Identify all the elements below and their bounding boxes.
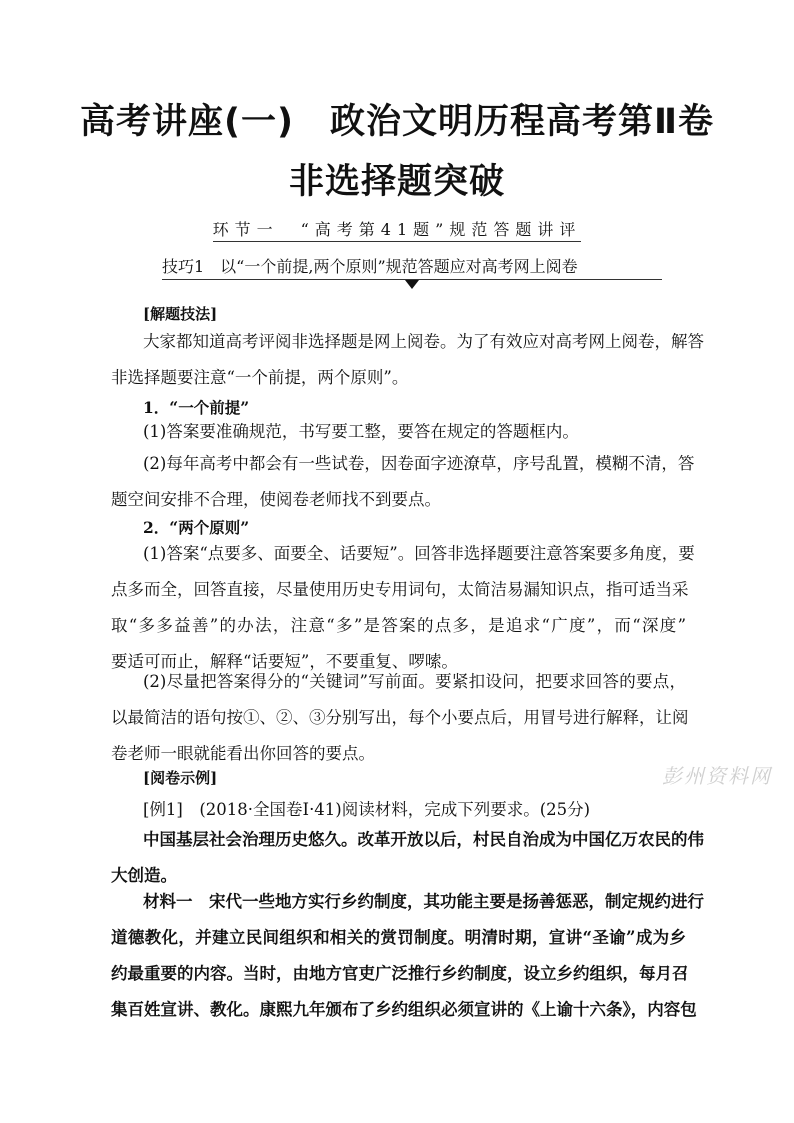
premise-line: (2)每年高考中都会有一些试卷，因卷面字迹潦草，序号乱置，模糊不清，答	[143, 454, 695, 473]
principle-item-1	[111, 536, 695, 680]
principle-line: 要适可而止，解释“话要短”，不要重复、啰嗦。	[111, 652, 458, 671]
section-heading	[0, 219, 794, 241]
premise-item-2	[111, 446, 695, 518]
material-one-line: 约最重要的内容。当时，由地方官吏广泛推行乡约制度，设立乡约组织，每月召	[111, 964, 689, 983]
premise-line: 题空间安排不合理，使阅卷老师找不到要点。	[111, 490, 441, 509]
intro-line: 大家都知道高考评阅非选择题是网上阅卷。为了有效应对高考网上阅卷，解答	[143, 332, 704, 351]
intro-line: 非选择题要注意“一个前提，两个原则”。	[111, 368, 409, 387]
principle-line: 点多而全，回答直接，尽量使用历史专用词句，太简洁易漏知识点，指可适当采	[111, 580, 689, 599]
page-title-line-2: 非选择题突破	[288, 162, 505, 202]
material-one-line: 道德教化，并建立民间组织和相关的赏罚制度。明清时期，宣讲“圣谕”成为乡	[111, 928, 686, 947]
principle-line: 卷老师一眼就能看出你回答的要点。	[111, 744, 375, 763]
material-intro-line: 中国基层社会治理历史悠久。改革开放以后，村民自治成为中国亿万农民的伟	[143, 830, 704, 849]
section-heading-text: 环节一 “高考第41题”规范答题讲评	[213, 220, 582, 242]
intro-paragraph	[111, 324, 704, 396]
example-line: [例1] (2018·全国卷Ⅰ·41)阅读材料，完成下列要求。(25分)	[143, 800, 591, 819]
principle-line: (1)答案“点要多、面要全、话要短”。回答非选择题要注意答案要多角度，要	[143, 544, 695, 563]
example-label: [阅卷示例]	[143, 769, 218, 787]
skill-heading: 技巧1 以“一个前提,两个原则”规范答题应对高考网上阅卷	[162, 257, 578, 276]
premise-item-1: (1)答案要准确规范，书写要工整，要答在规定的答题框内。	[143, 422, 579, 441]
method-label: [解题技法]	[143, 305, 218, 323]
material-one-line: 材料一 宋代一些地方实行乡约制度，其功能主要是扬善惩恶，制定规约进行	[143, 892, 704, 911]
down-triangle-icon	[405, 280, 419, 289]
principle-heading: 2．“两个原则”	[143, 518, 250, 537]
premise-heading: 1．“一个前提”	[143, 398, 250, 417]
principle-line: 以最简洁的语句按①、②、③分别写出，每个小要点后，用冒号进行解释，让阅	[111, 708, 689, 727]
watermark: 彭州资料网	[662, 764, 772, 788]
material-one	[111, 884, 704, 1028]
principle-line: 取“多多益善”的办法，注意“多”是答案的点多，是追求“广度”，而“深度”	[111, 616, 686, 635]
material-one-line: 集百姓宣讲、教化。康熙九年颁布了乡约组织必须宣讲的《上谕十六条》，内容包	[111, 1000, 697, 1019]
material-intro-line: 大创造。	[111, 866, 177, 885]
page-title-line-1: 高考讲座(一) 政治文明历程高考第Ⅱ卷	[79, 102, 715, 142]
principle-line: (2)尽量把答案得分的“关键词”写前面。要紧扣设问，把要求回答的要点，	[143, 672, 686, 691]
principle-item-2	[111, 664, 689, 772]
